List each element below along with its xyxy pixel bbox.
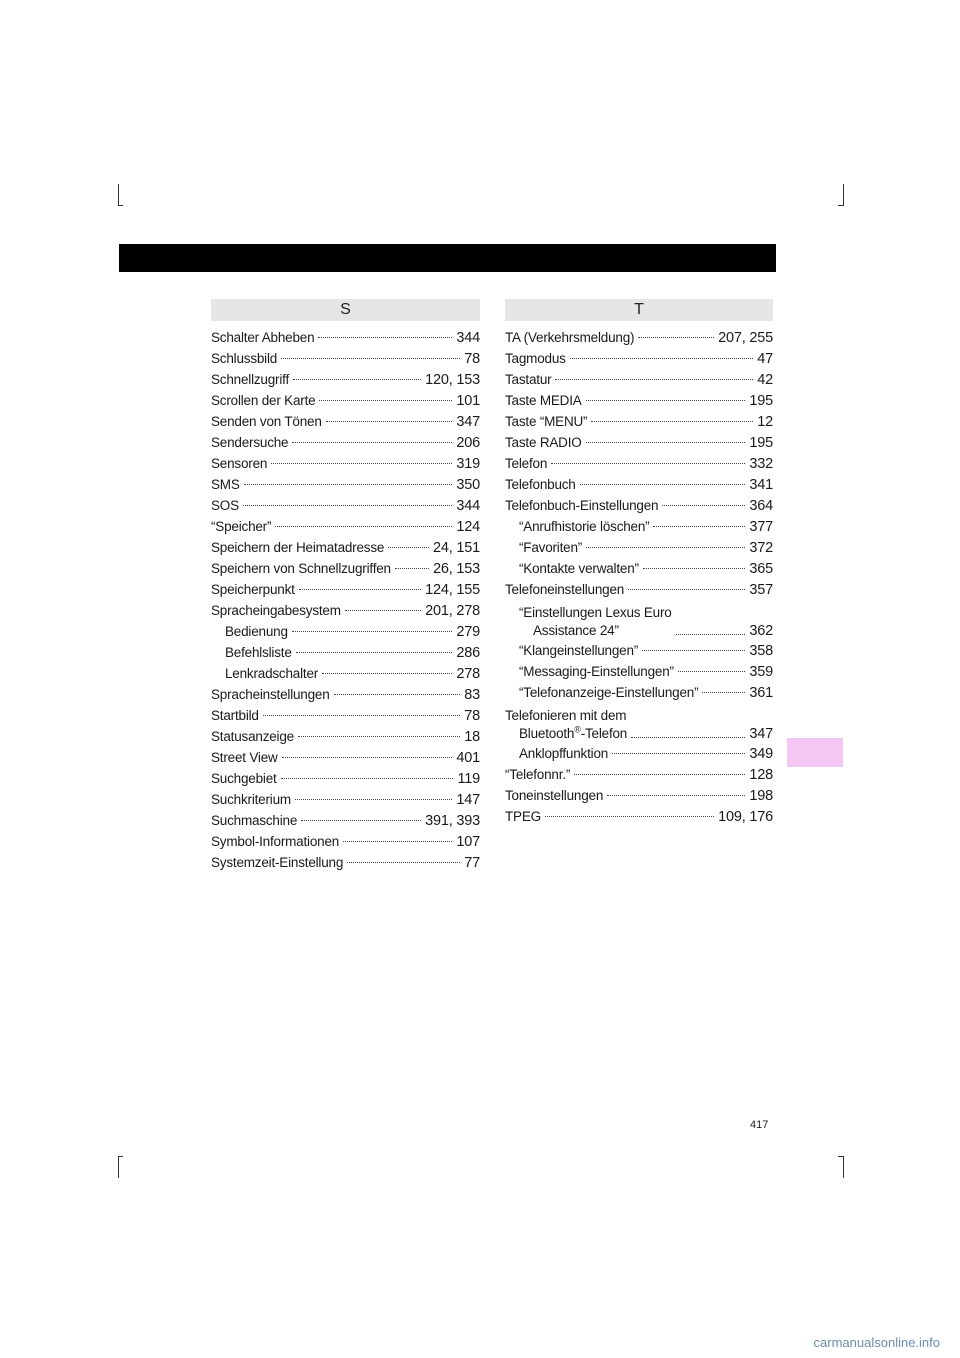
entry-page: 350	[456, 477, 480, 493]
leader-dots	[551, 463, 745, 464]
entry-label: Sendersuche	[211, 435, 289, 450]
entry-page: 18	[464, 729, 480, 745]
entry-label: Spracheingabesystem	[211, 603, 341, 618]
entry-page: 206	[456, 435, 480, 451]
leader-dots	[296, 652, 453, 653]
entry-page: 377	[749, 519, 773, 535]
entry-label	[519, 604, 672, 640]
leader-dots	[580, 484, 746, 485]
index-entry[interactable]	[211, 768, 480, 789]
entry-label: “Telefonanzeige-Einstellungen”	[519, 685, 699, 700]
index-subentry[interactable]	[505, 661, 773, 682]
index-entry[interactable]	[211, 852, 480, 873]
entry-page: 341	[749, 477, 773, 493]
index-subentry[interactable]	[505, 537, 773, 558]
crop-mark-top-left-tick	[118, 205, 123, 206]
entry-label: Schalter Abheben	[211, 330, 315, 345]
crop-mark-top-right	[843, 184, 844, 206]
index-entry[interactable]	[211, 327, 480, 348]
crop-mark-bottom-right	[843, 1156, 844, 1178]
entry-label: Systemzeit-Einstellung	[211, 855, 344, 870]
entry-label-line2-pre: Bluetooth	[519, 726, 575, 741]
leader-dots	[586, 547, 745, 548]
leader-dots	[275, 526, 452, 527]
index-entry[interactable]	[505, 806, 773, 827]
entry-page: 286	[456, 645, 480, 661]
entry-label	[505, 707, 627, 743]
index-entry[interactable]	[211, 411, 480, 432]
entry-label-line2: Assistance 24”	[533, 623, 619, 638]
registered-mark: ®	[574, 724, 581, 735]
index-subentry[interactable]	[505, 682, 773, 703]
entry-label: Taste MEDIA	[505, 393, 582, 408]
entry-page: 207, 255	[718, 330, 773, 346]
index-subentry[interactable]	[505, 640, 773, 661]
index-entry[interactable]	[505, 785, 773, 806]
entry-label: Toneinstellungen	[505, 788, 604, 803]
entry-label: Scrollen der Karte	[211, 393, 316, 408]
index-subentry[interactable]	[505, 600, 773, 640]
entry-page: 198	[749, 788, 773, 804]
entry-label: “Telefonnr.”	[505, 767, 571, 782]
entry-page: 344	[456, 498, 480, 514]
leader-dots	[662, 505, 745, 506]
entry-page: 359	[749, 664, 773, 680]
index-subentry[interactable]	[211, 642, 480, 663]
leader-dots	[326, 421, 453, 422]
entry-page: 372	[749, 540, 773, 556]
entry-page: 358	[749, 643, 773, 659]
index-entry[interactable]	[505, 579, 773, 600]
entry-page: 47	[757, 351, 773, 367]
entry-page: 24, 151	[433, 540, 480, 556]
leader-dots	[301, 820, 421, 821]
index-entry[interactable]	[211, 705, 480, 726]
entry-label: Taste RADIO	[505, 435, 582, 450]
entry-label: Tastatur	[505, 372, 552, 387]
index-entry[interactable]	[505, 348, 773, 369]
leader-dots	[591, 421, 753, 422]
entry-page: 201, 278	[425, 603, 480, 619]
leader-dots	[334, 694, 461, 695]
entry-page: 42	[757, 372, 773, 388]
index-entry[interactable]	[211, 579, 480, 600]
section-heading-s: S	[211, 299, 480, 321]
entry-page: 344	[456, 330, 480, 346]
chapter-tab-marker	[787, 738, 843, 767]
entry-page: 120, 153	[425, 372, 480, 388]
entry-page: 278	[456, 666, 480, 682]
entry-label: Bedienung	[225, 624, 288, 639]
entry-label: Statusanzeige	[211, 729, 294, 744]
leader-dots	[281, 778, 454, 779]
entry-label: Senden von Tönen	[211, 414, 322, 429]
entry-page: 195	[749, 435, 773, 451]
entry-page: 361	[749, 685, 773, 701]
leader-dots	[586, 442, 746, 443]
crop-mark-top-left	[118, 184, 119, 206]
entry-label: SOS	[211, 498, 239, 513]
leader-dots	[607, 795, 745, 796]
entry-page: 401	[456, 750, 480, 766]
entry-label: “Kontakte verwalten”	[519, 561, 639, 576]
entry-page: 78	[464, 351, 480, 367]
entry-page: 147	[456, 792, 480, 808]
index-entry[interactable]	[505, 764, 773, 785]
entry-label-line1: “Einstellungen Lexus Euro	[519, 605, 672, 620]
index-column-t	[505, 327, 773, 827]
entry-page: 12	[757, 414, 773, 430]
leader-dots	[271, 463, 452, 464]
leader-dots	[282, 757, 453, 758]
entry-label: Anklopffunktion	[519, 746, 609, 761]
index-entry[interactable]	[505, 369, 773, 390]
entry-label: Street View	[211, 750, 278, 765]
entry-label: Telefon	[505, 456, 548, 471]
entry-label: “Anrufhistorie löschen”	[519, 519, 650, 534]
entry-page: 109, 176	[718, 809, 773, 825]
crop-mark-bottom-right-tick	[838, 1156, 843, 1157]
entry-page: 347	[749, 726, 773, 742]
entry-label: “Klangeinstellungen”	[519, 643, 639, 658]
entry-page: 347	[456, 414, 480, 430]
leader-dots	[343, 841, 452, 842]
entry-page: 279	[456, 624, 480, 640]
entry-page: 77	[464, 855, 480, 871]
leader-dots	[388, 547, 429, 548]
leader-dots	[319, 400, 452, 401]
leader-dots	[395, 568, 429, 569]
leader-dots	[628, 589, 745, 590]
leader-dots	[295, 799, 452, 800]
index-entry[interactable]	[505, 703, 773, 743]
index-subentry[interactable]	[505, 516, 773, 537]
leader-dots	[292, 631, 453, 632]
section-heading-t: T	[505, 299, 773, 321]
leader-dots	[638, 337, 714, 338]
index-entry[interactable]	[211, 726, 480, 747]
entry-label: “Favoriten”	[519, 540, 583, 555]
index-subentry[interactable]	[211, 663, 480, 684]
leader-dots	[244, 484, 453, 485]
leader-dots	[631, 737, 745, 738]
leader-dots	[293, 379, 421, 380]
leader-dots	[612, 753, 745, 754]
entry-label: Telefonbuch-Einstellungen	[505, 498, 659, 513]
entry-page: 78	[464, 708, 480, 724]
index-entry[interactable]	[211, 516, 480, 537]
leader-dots	[545, 816, 714, 817]
entry-page: 364	[749, 498, 773, 514]
index-entry[interactable]	[211, 558, 480, 579]
index-entry[interactable]	[211, 810, 480, 831]
leader-dots	[642, 650, 745, 651]
index-entry[interactable]	[211, 390, 480, 411]
leader-dots	[243, 505, 452, 506]
entry-label: Suchmaschine	[211, 813, 298, 828]
crop-mark-bottom-left-tick	[118, 1156, 123, 1157]
index-subentry[interactable]	[211, 621, 480, 642]
index-entry[interactable]	[211, 474, 480, 495]
entry-label: Schlussbild	[211, 351, 278, 366]
index-entry[interactable]	[211, 432, 480, 453]
leader-dots	[299, 589, 421, 590]
entry-label: Tagmodus	[505, 351, 566, 366]
index-entry[interactable]	[505, 453, 773, 474]
leader-dots	[298, 736, 460, 737]
leader-dots	[653, 526, 745, 527]
entry-label: Schnellzugriff	[211, 372, 289, 387]
header-bar	[119, 244, 776, 272]
entry-page: 391, 393	[425, 813, 480, 829]
entry-page: 107	[456, 834, 480, 850]
index-entry[interactable]	[211, 600, 480, 621]
entry-label: Speicherpunkt	[211, 582, 295, 597]
entry-label: “Speicher”	[211, 519, 272, 534]
index-entry[interactable]	[211, 684, 480, 705]
watermark-text: carmanualsonline.info	[813, 1335, 940, 1350]
index-entry[interactable]	[211, 537, 480, 558]
crop-mark-bottom-left	[118, 1156, 119, 1178]
entry-label-line2	[505, 725, 627, 743]
leader-dots	[555, 379, 753, 380]
entry-label: SMS	[211, 477, 240, 492]
entry-label: TPEG	[505, 809, 541, 824]
index-entry[interactable]	[505, 474, 773, 495]
entry-label: Symbol-Informationen	[211, 834, 340, 849]
leader-dots	[345, 610, 421, 611]
leader-dots	[574, 774, 745, 775]
entry-page: 83	[464, 687, 480, 703]
index-entry[interactable]	[211, 348, 480, 369]
index-entry[interactable]	[505, 411, 773, 432]
entry-page: 26, 153	[433, 561, 480, 577]
leader-dots	[292, 442, 452, 443]
leader-dots	[263, 715, 461, 716]
leader-dots	[318, 337, 452, 338]
index-entry[interactable]	[211, 789, 480, 810]
index-entry[interactable]	[505, 495, 773, 516]
index-entry[interactable]	[505, 327, 773, 348]
entry-label: Befehlsliste	[225, 645, 292, 660]
entry-page: 357	[749, 582, 773, 598]
entry-label: Speichern der Heimatadresse	[211, 540, 385, 555]
leader-dots	[678, 671, 746, 672]
index-entry[interactable]	[211, 453, 480, 474]
entry-label: Taste “MENU”	[505, 414, 588, 429]
page-number: 417	[750, 1119, 769, 1131]
index-entry[interactable]	[211, 369, 480, 390]
leader-dots	[586, 400, 746, 401]
entry-label: Telefoneinstellungen	[505, 582, 625, 597]
entry-page: 101	[456, 393, 480, 409]
leader-dots	[281, 358, 460, 359]
entry-label: TA (Verkehrsmeldung)	[505, 330, 635, 345]
entry-label: “Messaging-Einstellungen”	[519, 664, 674, 679]
index-subentry[interactable]	[505, 558, 773, 579]
entry-page: 362	[749, 623, 773, 639]
entry-label-line1: Telefonieren mit dem	[505, 708, 627, 723]
leader-dots	[322, 673, 452, 674]
entry-page: 365	[749, 561, 773, 577]
entry-page: 119	[457, 771, 480, 787]
index-entry[interactable]	[211, 747, 480, 768]
leader-dots	[347, 862, 460, 863]
entry-page: 332	[749, 456, 773, 472]
index-entry[interactable]	[505, 390, 773, 411]
entry-page: 319	[456, 456, 480, 472]
crop-mark-top-right-tick	[838, 205, 843, 206]
leader-dots	[676, 634, 746, 635]
entry-label: Lenkradschalter	[225, 666, 319, 681]
entry-label: Spracheinstellungen	[211, 687, 330, 702]
entry-label: Telefonbuch	[505, 477, 576, 492]
entry-page: 124, 155	[425, 582, 480, 598]
entry-label-line2-post: -Telefon	[580, 726, 628, 741]
entry-label: Startbild	[211, 708, 259, 723]
entry-page: 124	[456, 519, 480, 535]
index-column-s	[211, 327, 480, 873]
entry-label: Speichern von Schnellzugriffen	[211, 561, 391, 576]
index-subentry[interactable]	[505, 743, 773, 764]
index-entry[interactable]	[211, 831, 480, 852]
leader-dots	[570, 358, 754, 359]
entry-label: Sensoren	[211, 456, 268, 471]
leader-dots	[702, 692, 745, 693]
entry-label: Suchkriterium	[211, 792, 291, 807]
index-entry[interactable]	[505, 432, 773, 453]
leader-dots	[643, 568, 746, 569]
entry-page: 128	[749, 767, 773, 783]
entry-page: 195	[749, 393, 773, 409]
index-entry[interactable]	[211, 495, 480, 516]
entry-page: 349	[749, 746, 773, 762]
entry-label: Suchgebiet	[211, 771, 277, 786]
